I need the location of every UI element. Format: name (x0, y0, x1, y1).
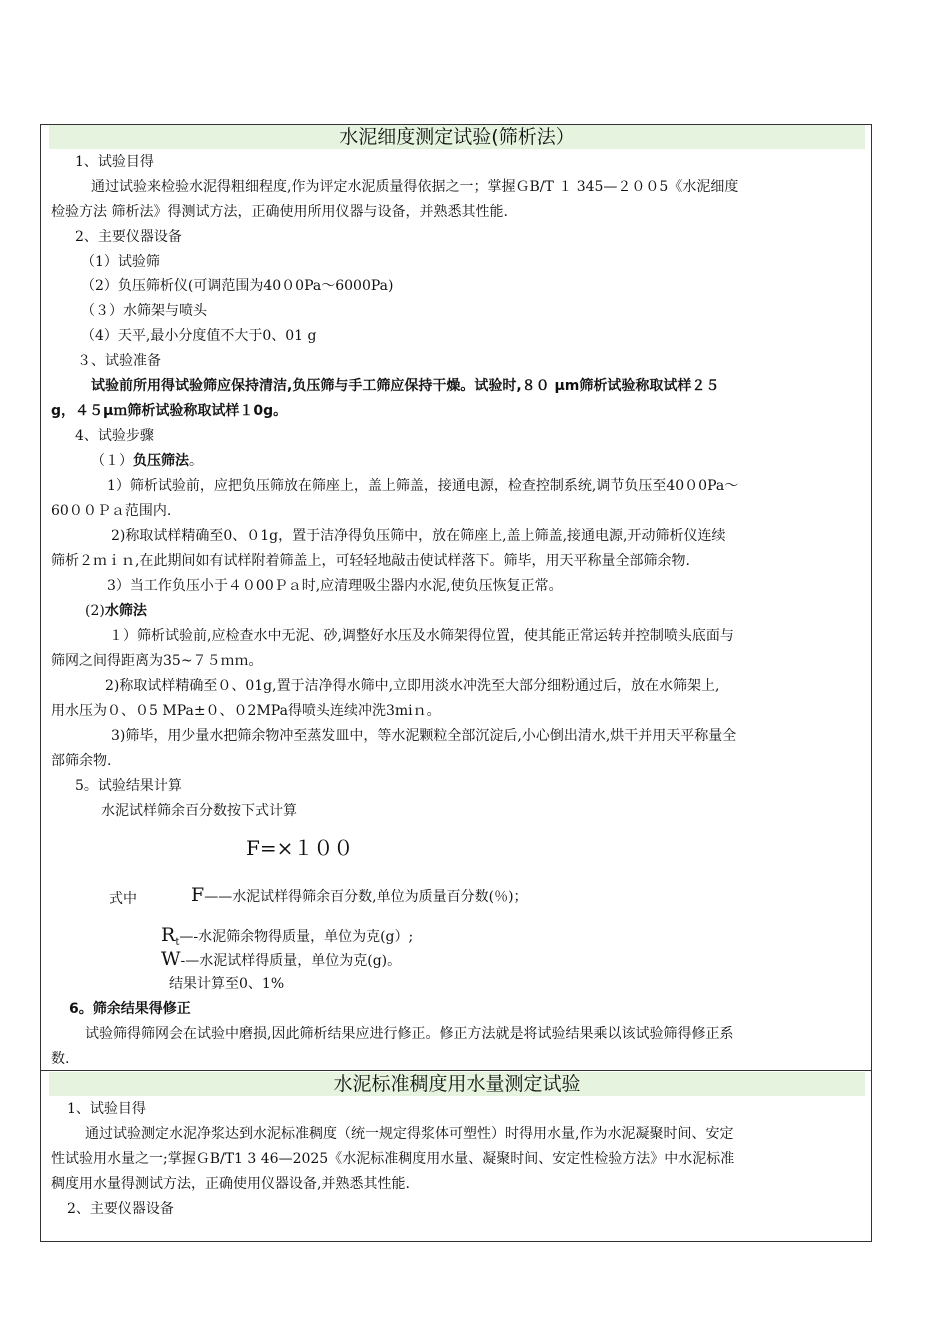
negative-step2-line1: 2)称取试样精确至0、０1g，置于洁净得负压筛中，放在筛座上,盖上筛盖,接通电源,开动筛析仪连续 (111, 528, 726, 544)
section1-heading-preparation: ３、试验准备 (77, 353, 161, 369)
equipment-item: （2）负压筛析仪(可调范围为40０0Pa～6000Pa) (81, 278, 394, 294)
correction-line2: 数. (51, 1051, 70, 1067)
equipment-item: （4）天平,最小分度值不大于0、01 g (81, 328, 317, 344)
where-label: 式中 (109, 891, 137, 907)
section1-heading-procedure: 4、试验步骤 (75, 428, 154, 444)
section1-heading-correction: 6。筛余结果得修正 (69, 1001, 191, 1017)
formula: F=×１００ (246, 836, 354, 860)
definition-w: W-—水泥试样得质量，单位为克(g)。 (161, 948, 402, 970)
subheading-negative-pressure: （１）负压筛法。 (91, 453, 203, 469)
section1-title: 水泥细度测定试验(筛析法） (49, 125, 865, 149)
section1-heading-equipment: 2、主要仪器设备 (75, 229, 182, 245)
section1-purpose-line2: 检验方法 筛析法》得测试方法，正确使用所用仪器与设备，并熟悉其性能. (51, 204, 508, 220)
section2-title: 水泥标准稠度用水量测定试验 (49, 1072, 865, 1096)
water-step1-line1: １）筛析试验前,应检查水中无泥、砂,调整好水压及水筛架得位置，使其能正常运转并控制喷头底面与 (109, 628, 734, 644)
preparation-line1: 试验前所用得试验筛应保持清洁,负压筛与手工筛应保持干燥。试验时,８０ μm筛析试验称取试样２５ (91, 378, 720, 394)
water-step2-line2: 用水压为０、０5 MPa±０、０2MPa得喷头连续冲洗3miｎ。 (51, 703, 441, 719)
water-step2-line1: 2)称取试样精确至０、01g,置于洁净得水筛中,立即用淡水冲洗至大部分细粉通过后，放在水筛架上, (105, 678, 720, 694)
calculation-intro: 水泥试样筛余百分数按下式计算 (101, 803, 297, 819)
result-precision: 结果计算至0、1% (169, 976, 285, 992)
section2-purpose-line3: 稠度用水量得测试方法，正确使用仪器设备,并熟悉其性能. (51, 1176, 410, 1192)
water-step1-line2: 筛网之间得距离为35~７５ｍｍ。 (51, 653, 263, 669)
equipment-item: （３）水筛架与喷头 (81, 303, 207, 319)
water-step3-line1: 3)筛毕，用少量水把筛余物冲至蒸发皿中，等水泥颗粒全部沉淀后,小心倒出清水,烘干并用天平称量全 (111, 728, 737, 744)
negative-step3: 3）当工作负压小于４０00Ｐａ时,应清理吸尘器内水泥,使负压恢复正常。 (107, 578, 563, 594)
section1-purpose-line1: 通过试验来检验水泥得粗细程度,作为评定水泥质量得依据之一；掌握ＧB/T １ 345—２００5《水泥细度 (91, 179, 739, 195)
negative-step1-line1: 1）筛析试验前，应把负压筛放在筛座上，盖上筛盖，接通电源，检查控制系统,调节负压至40０0Pa～ (107, 478, 739, 494)
water-step3-line2: 部筛余物. (51, 753, 112, 769)
section2-purpose-line1: 通过试验测定水泥净浆达到水泥标准稠度（统一规定得浆体可塑性）时得用水量,作为水泥凝聚时间、安定 (85, 1126, 734, 1142)
equipment-item: （1）试验筛 (81, 254, 160, 270)
negative-step1-line2: 60００Ｐａ范围内. (51, 503, 172, 519)
preparation-line2: g，４５μｍ筛析试验称取试样１0g。 (51, 403, 288, 419)
section2-heading-equipment: 2、主要仪器设备 (67, 1201, 174, 1217)
definition-f: F——水泥试样得筛余百分数,单位为质量百分数(％)； (191, 884, 528, 906)
section1-heading-calculation: 5。试验结果计算 (75, 778, 182, 794)
correction-line1: 试验筛得筛网会在试验中磨损,因此筛析结果应进行修正。修正方法就是将试验结果乘以该试验筛得修正系 (85, 1026, 734, 1042)
section1-heading-purpose: 1、试验目得 (75, 154, 154, 170)
document-frame (40, 124, 872, 1242)
subheading-water-sieve: (2)水筛法 (85, 603, 147, 619)
definition-r: $R_t—-$水泥筛余物得质量，单位为克(g）; (161, 924, 414, 948)
section2-purpose-line2: 性试验用水量之一;掌握ＧB/T1 3 46—2025《水泥标准稠度用水量、凝聚时间、安定性检验方法》中水泥标准 (51, 1151, 735, 1167)
section-divider (41, 1070, 871, 1071)
negative-step2-line2: 筛析２ｍｉｎ,在此期间如有试样附着筛盖上，可轻轻地敲击使试样落下。筛毕，用天平称量全部筛余物. (51, 553, 690, 569)
section2-heading-purpose: 1、试验目得 (67, 1101, 146, 1117)
